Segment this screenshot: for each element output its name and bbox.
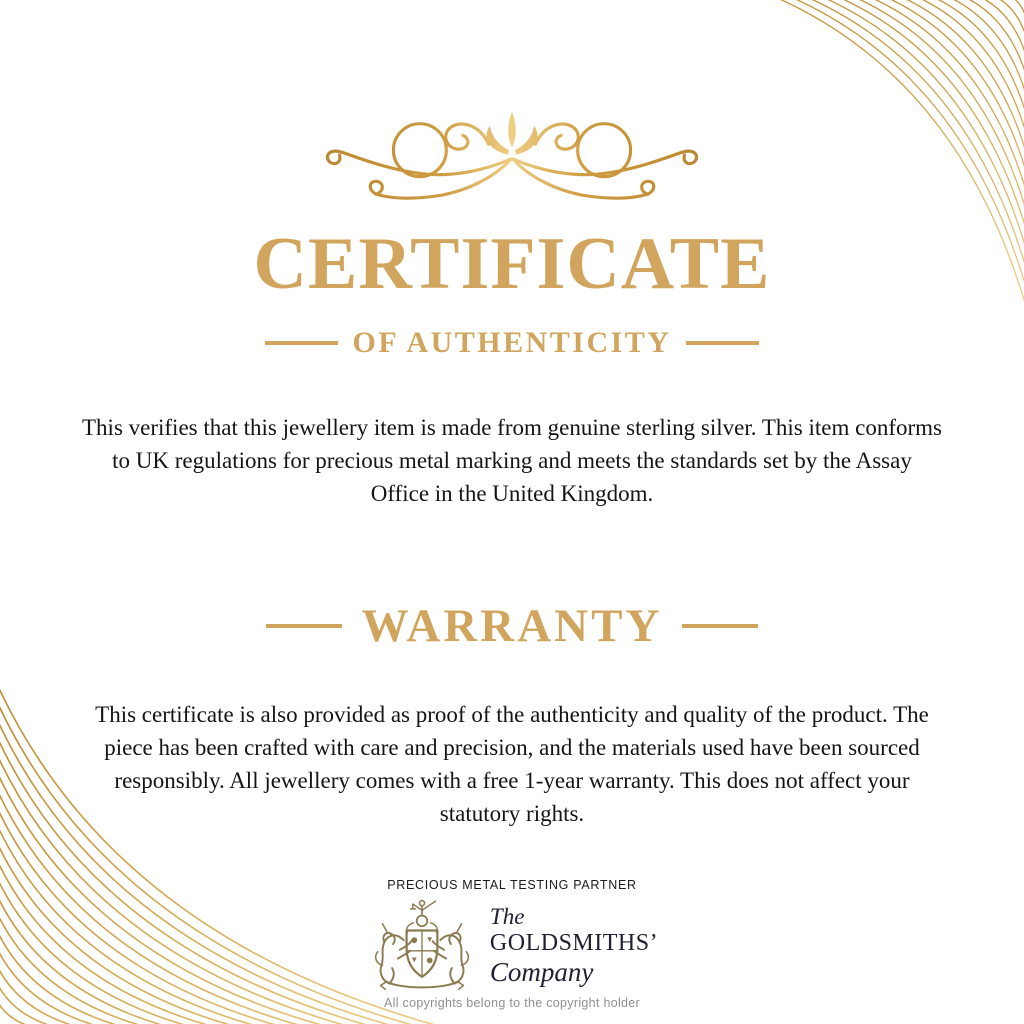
warranty-paragraph [0, 698, 1024, 830]
warranty-line-4: statutory rights. [439, 801, 585, 826]
authenticity-line-3: Office in the United Kingdom. [370, 481, 654, 506]
certificate-subtitle: OF AUTHENTICITY [352, 326, 672, 359]
warranty-left-rule [266, 624, 342, 628]
wordmark-company: Company [489, 956, 594, 987]
authenticity-paragraph [0, 411, 1024, 510]
partner-label: PRECIOUS METAL TESTING PARTNER [387, 878, 637, 892]
goldsmiths-crest-icon [366, 892, 478, 998]
warranty-line-3: responsibly. All jewellery comes with a free 1-year warranty. This does not affect your [114, 768, 910, 793]
wordmark-the: The [489, 903, 525, 929]
subtitle-right-rule [686, 341, 759, 345]
warranty-line-1: This certificate is also provided as proof of the authenticity and quality of the product. The [95, 702, 929, 727]
authenticity-line-2: to UK regulations for precious metal marking and meets the standards set by the Assay [112, 448, 912, 473]
goldsmiths-wordmark [490, 905, 658, 986]
copyright-notice: All copyrights belong to the copyright holder [383, 996, 640, 1010]
warranty-right-rule [682, 624, 758, 628]
authenticity-line-1: This verifies that this jewellery item is made from genuine sterling silver. This item conforms [82, 415, 942, 440]
warranty-heading-row [0, 599, 1024, 653]
warranty-heading: WARRANTY [361, 600, 663, 652]
subtitle-left-rule [265, 341, 338, 345]
certificate-title: CERTIFICATE [253, 223, 771, 305]
ornamental-flourish-icon [316, 108, 708, 208]
subtitle-row [0, 326, 1024, 360]
goldsmiths-company-logo [0, 892, 1024, 998]
wordmark-goldsmiths: GOLDSMITHS’ [489, 929, 659, 956]
warranty-line-2: piece has been crafted with care and precision, and the materials used have been sourced [104, 735, 920, 760]
